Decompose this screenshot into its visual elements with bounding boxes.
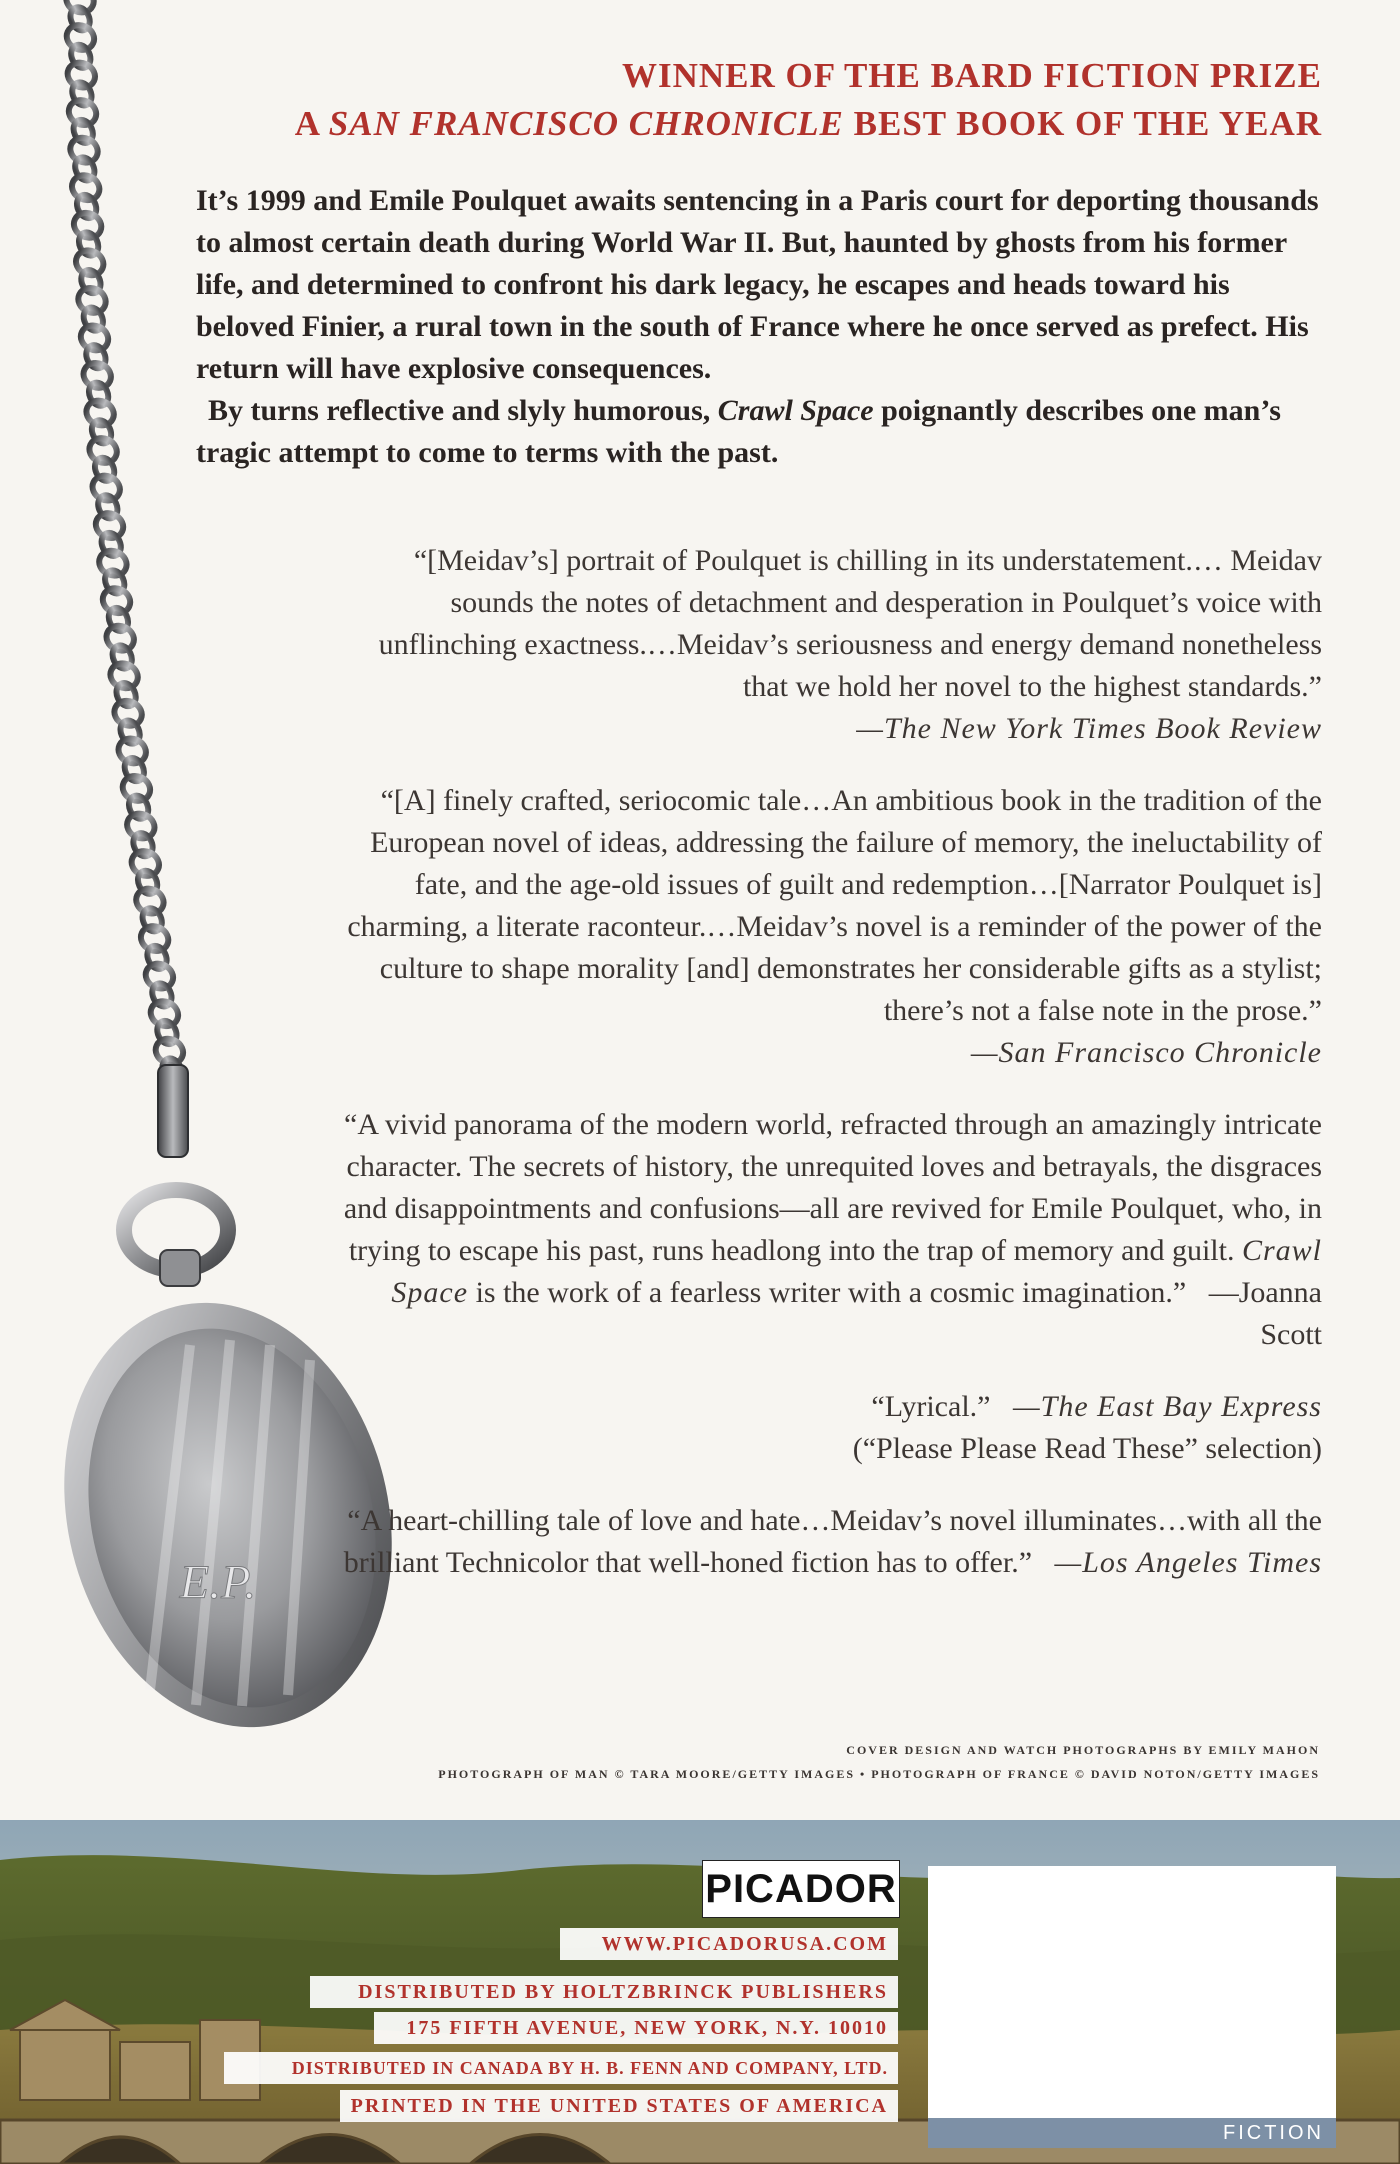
review-quote xyxy=(342,1500,1322,1584)
chain-link xyxy=(99,584,135,618)
chain-link xyxy=(88,471,124,505)
review-quote xyxy=(342,1104,1322,1356)
chain-link xyxy=(79,359,115,393)
publisher-address: 175 FIFTH AVENUE, NEW YORK, N.Y. 10010 xyxy=(374,2012,898,2044)
chain-link xyxy=(95,546,131,580)
canada-distributor: DISTRIBUTED IN CANADA BY H. B. FENN AND COMPANY, LTD. xyxy=(224,2052,898,2084)
photo-credits xyxy=(60,1738,1320,1786)
chain-link xyxy=(82,396,118,430)
quote-source: —Los Angeles Times xyxy=(1054,1546,1322,1579)
award-headline xyxy=(222,52,1322,148)
chain-link xyxy=(102,621,138,655)
quote-note: (“Please Please Read These” selection) xyxy=(852,1432,1322,1465)
quote-source: —Joanna Scott xyxy=(1208,1276,1322,1351)
book-description xyxy=(196,180,1326,474)
category-label: FICTION xyxy=(928,2118,1336,2148)
chain-link xyxy=(123,809,159,843)
publisher-logo: PICADOR xyxy=(702,1860,900,1918)
quote-text: “[A] finely crafted, seriocomic tale…An ambitious book in the tradition of the European novel of ideas, addressing the failure of memory, the ineluctability of fate, and the age-old issues of guilt and redemption…[Narrator Poulquet is] charming, a literate raconteur.…Meidav’s novel is a reminder of the power of the culture to shape morality [and] demonstrates her considerable gifts as a stylist; there’s not a false note in the prose.” xyxy=(347,784,1322,1027)
chain-link xyxy=(68,171,104,205)
chain-link xyxy=(65,96,101,130)
chain xyxy=(62,0,187,1085)
credit-line-1: COVER DESIGN AND WATCH PHOTOGRAPHS BY EMILY MAHON xyxy=(846,1743,1320,1757)
review-quote xyxy=(342,780,1322,1074)
chain-link xyxy=(142,959,178,993)
chain-link xyxy=(74,284,110,318)
publisher-website[interactable]: WWW.PICADORUSA.COM xyxy=(560,1928,898,1960)
award-line-1: WINNER OF THE BARD FICTION PRIZE xyxy=(621,56,1322,95)
chain-link xyxy=(119,772,155,806)
chain-link xyxy=(72,246,108,280)
barcode-area xyxy=(928,1866,1336,2118)
chain-link xyxy=(92,509,128,543)
description-paragraph-1: It’s 1999 and Emile Poulquet awaits sentencing in a Paris court for deporting thousands to almost certain death during World War II. But, haunted by ghosts from his former life, and determined to confront his dark legacy, he escapes and heads toward his beloved Finier, a rural town in the south of France where he once served as prefect. His return will have explosive consequences. xyxy=(196,184,1319,385)
review-quotes xyxy=(342,540,1322,1614)
chain-link xyxy=(152,1034,188,1068)
quote-text: “[Meidav’s] portrait of Poulquet is chilling in its understatement.… Meidav sounds the notes of detachment and desperation in Poulquet’s voice with unflinching exactness.…Meidav’s seriousness and energy demand nonetheless that we hold her novel to the highest standards.” xyxy=(378,544,1322,703)
credit-line-2: PHOTOGRAPH OF MAN © TARA MOORE/GETTY IMAGES • PHOTOGRAPH OF FRANCE © DAVID NOTON/GETTY IMAGES xyxy=(438,1767,1320,1781)
chain-link xyxy=(137,922,173,956)
award-line-2: A SAN FRANCISCO CHRONICLE BEST BOOK OF THE YEAR xyxy=(294,104,1322,143)
quote-source: —San Francisco Chronicle xyxy=(970,1036,1322,1069)
review-quote xyxy=(342,540,1322,750)
printed-notice: PRINTED IN THE UNITED STATES OF AMERICA xyxy=(340,2090,898,2122)
quote-text: “Lyrical.” xyxy=(871,1390,991,1423)
chain-link xyxy=(66,133,102,167)
chain-link xyxy=(63,21,99,55)
chain-link xyxy=(114,734,150,768)
chain-link xyxy=(132,884,168,918)
publisher-distributor: DISTRIBUTED BY HOLTZBRINCK PUBLISHERS xyxy=(310,1976,898,2008)
chain-link xyxy=(85,434,121,468)
description-paragraph-2: By turns reflective and slyly humorous, Crawl Space poignantly describes one man’s tragic attempt to come to terms with the past. xyxy=(196,394,1281,469)
chain-link xyxy=(64,58,100,92)
quote-text: “A heart-chilling tale of love and hate…Meidav’s novel illuminates…with all the brilliant Technicolor that well-honed fiction has to offer.” xyxy=(343,1504,1322,1579)
quote-source: —The New York Times Book Review xyxy=(856,712,1322,745)
chain-link xyxy=(147,997,183,1031)
chain-link xyxy=(110,697,146,731)
chain-link xyxy=(128,847,164,881)
chain-link xyxy=(70,209,106,243)
watch-monogram: E.P. xyxy=(179,1556,257,1609)
chain-link xyxy=(77,321,113,355)
chain-link xyxy=(106,659,142,693)
quote-source: —The East Bay Express xyxy=(1012,1390,1322,1423)
quote-text: “A vivid panorama of the modern world, refracted through an amazingly intricate character. The secrets of history, the unrequited loves and betrayals, the disgraces and disappointments and confusions—all are revived for Emile Poulquet, who, in trying to escape his past, runs headlong into the trap of memory and guilt. Crawl Space is the work of a fearless writer with a cosmic imagination.” —Joanna Scott xyxy=(343,1108,1322,1351)
review-quote xyxy=(342,1386,1322,1470)
